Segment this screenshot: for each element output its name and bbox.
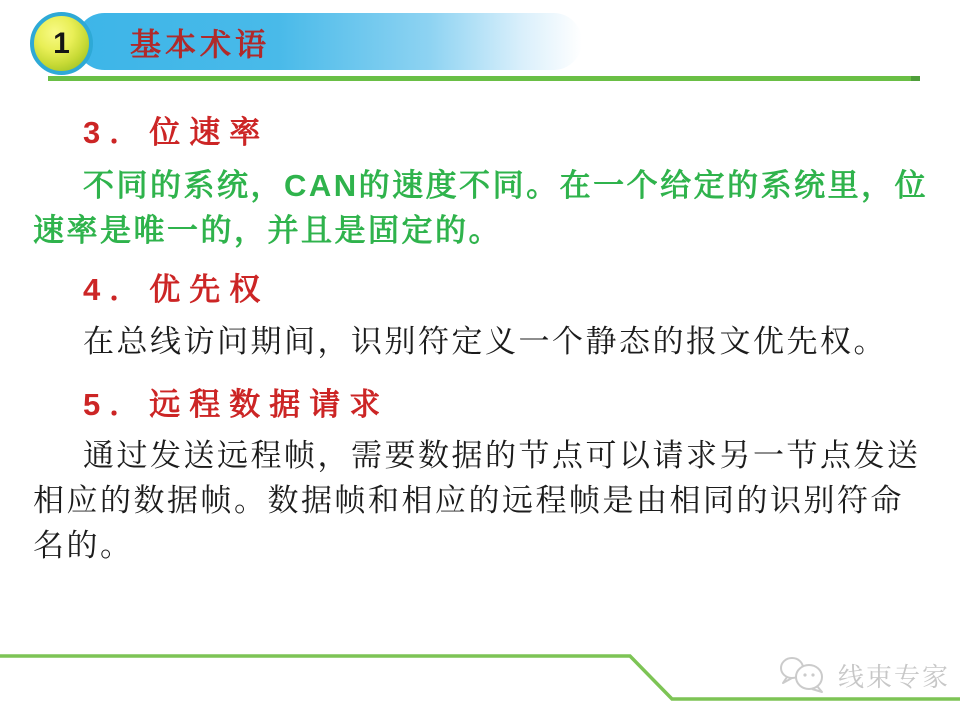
section-heading-bit-rate: 3．位速率 bbox=[83, 115, 270, 150]
paragraph-bit-rate bbox=[33, 163, 938, 253]
watermark-text: 线束专家 bbox=[838, 661, 951, 692]
header-underline bbox=[48, 76, 920, 81]
header-banner bbox=[76, 13, 582, 70]
section-heading-priority: 4．优先权 bbox=[83, 272, 270, 307]
paragraph-line: 不同的系统，CAN的速度不同。在一个给定的系统里，位 bbox=[83, 168, 929, 203]
slide-title: 基本术语 bbox=[130, 27, 270, 62]
slide-number: 1 bbox=[53, 26, 70, 60]
watermark bbox=[778, 654, 950, 696]
slide-number-badge bbox=[30, 12, 93, 75]
wechat-icon bbox=[778, 654, 832, 696]
paragraph-line: 在总线访问期间，识别符定义一个静态的报文优先权。 bbox=[83, 324, 887, 359]
paragraph-line: 通过发送远程帧，需要数据的节点可以请求另一节点发送 bbox=[83, 438, 921, 473]
paragraph-priority bbox=[33, 319, 938, 364]
paragraph-remote-data-request bbox=[33, 433, 938, 568]
paragraph-line: 速率是唯一的，并且是固定的。 bbox=[33, 213, 502, 248]
paragraph-line: 名的。 bbox=[33, 528, 134, 563]
section-heading-remote-data-request: 5．远程数据请求 bbox=[83, 387, 390, 422]
paragraph-line: 相应的数据帧。数据帧和相应的远程帧是由相同的识别符命 bbox=[33, 483, 904, 518]
